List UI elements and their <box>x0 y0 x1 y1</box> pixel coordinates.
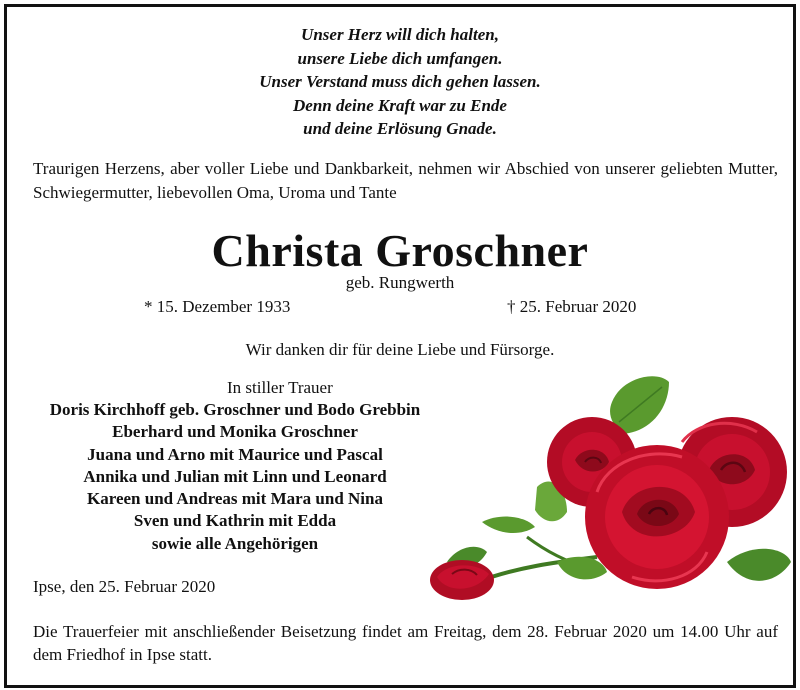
mourner-line: Juana und Arno mit Maurice und Pascal <box>87 444 383 464</box>
poem-line: und deine Erlösung Gnade. <box>303 119 497 138</box>
birth-date: * 15. Dezember 1933 <box>144 297 291 316</box>
mourner-line: Kareen und Andreas mit Mara und Nina <box>87 489 383 509</box>
poem-line: Unser Verstand muss dich gehen lassen. <box>259 72 541 91</box>
mourner-line: sowie alle Angehörigen <box>151 533 319 553</box>
funeral-service-info: Die Trauerfeier mit anschließender Beisetzung findet am Freitag, dem 28. Februar 2020 um 14.00 Uhr auf dem Friedhof in Ipse statt. <box>33 622 778 664</box>
obituary-notice <box>4 4 796 688</box>
deceased-name: Christa Groschner <box>211 225 589 276</box>
death-date: † 25. Februar 2020 <box>507 297 637 316</box>
poem-line: unsere Liebe dich umfangen. <box>297 48 503 68</box>
mourning-intro: In stiller Trauer <box>227 378 333 397</box>
poem-line: Denn deine Kraft war zu Ende <box>293 95 507 115</box>
mourner-line: Annika und Julian mit Linn und Leonard <box>83 466 387 486</box>
mourner-line: Sven und Kathrin mit Edda <box>133 511 337 531</box>
poem <box>7 23 793 141</box>
roses-illustration <box>407 362 793 607</box>
intro-text: Traurigen Herzens, aber voller Liebe und Dankbarkeit, nehmen wir Abschied von unserer geliebten Mutter, Schwiegermutter, liebevollen Oma, Uroma und Tante <box>33 159 778 202</box>
mourner-line: Eberhard und Monika Groschner <box>112 422 358 442</box>
mourners-list <box>35 399 435 555</box>
place-date: Ipse, den 25. Februar 2020 <box>33 577 216 596</box>
poem-line: Unser Herz will dich halten, <box>301 25 499 44</box>
maiden-name: geb. Rungwerth <box>345 273 455 292</box>
thanks-line: Wir danken dir für deine Liebe und Fürsorge. <box>245 340 555 359</box>
mourner-line: Doris Kirchhoff geb. Groschner und Bodo Grebbin <box>49 400 421 419</box>
